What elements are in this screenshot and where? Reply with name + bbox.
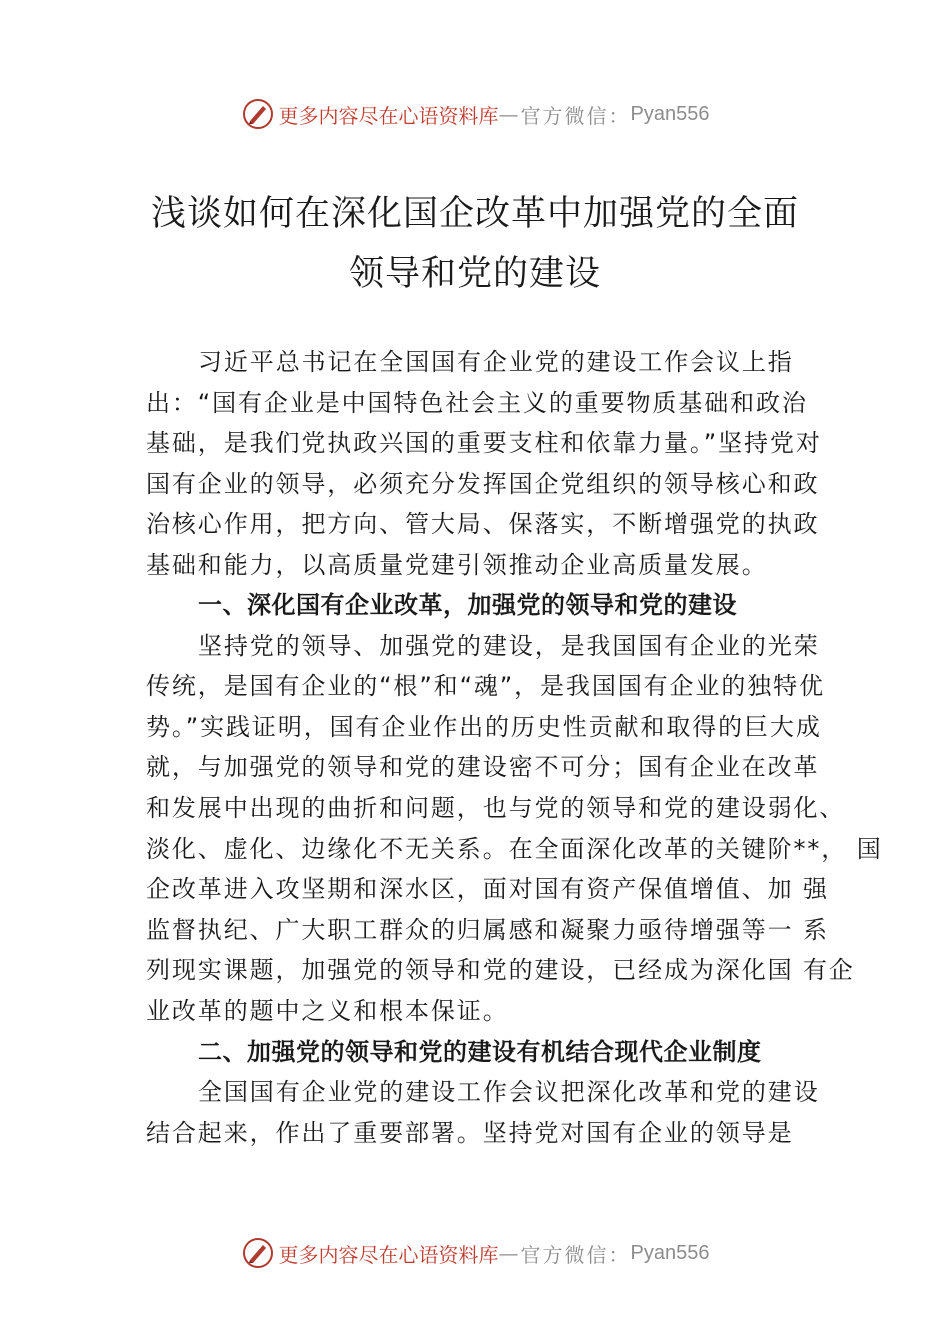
watermark-wechat-id: Pyan556	[630, 1241, 710, 1264]
watermark-dash: —	[498, 102, 521, 126]
paragraph-line: 业改革的题中之义和根本保证。	[146, 996, 509, 1025]
paragraph-line: 基础，是我们党执政兴国的重要支柱和依靠力量。”坚持党对	[146, 429, 822, 458]
watermark-wechat-id: Pyan556	[630, 102, 710, 125]
section-2-heading: 二、加强党的领导和党的建设有机结合现代企业制度	[198, 1037, 762, 1066]
watermark-banner-bottom	[0, 1233, 950, 1273]
intro-paragraph	[146, 342, 836, 586]
watermark-banner-top	[0, 94, 950, 134]
paragraph-line: 坚持党的领导、加强党的建设，是我国国有企业的光荣	[198, 631, 820, 660]
paragraph-line: 企改革进入攻坚期和深水区，面对国有资产保值增值、加 强	[146, 875, 829, 904]
paragraph-line: 列现实课题，加强党的领导和党的建设，已经成为深化国 有企	[146, 956, 855, 985]
body-sections	[146, 585, 883, 1153]
paragraph-line: 习近平总书记在全国国有企业党的建设工作会议上指	[198, 348, 794, 376]
paragraph-line: 监督执纪、广大职工群众的归属感和凝聚力亟待增强等一 系	[146, 915, 829, 944]
document-title-line-2: 领导和党的建设	[348, 254, 601, 294]
paragraph-line: 淡化、虚化、边缘化不无关系。在全面深化改革的关键阶**， 国	[146, 834, 883, 863]
paragraph-line: 和发展中出现的曲折和问题，也与党的领导和党的建设弱化、	[146, 793, 846, 822]
paragraph-line: 国有企业的领导，必须充分发挥国企党组织的领导核心和政	[146, 469, 820, 498]
paragraph-line: 出：“国有企业是中国特色社会主义的重要物质基础和政治	[146, 388, 808, 417]
paragraph-line: 就，与加强党的领导和党的建设密不可分；国有企业在改革	[146, 753, 820, 782]
paragraph-line: 治核心作用，把方向、管大局、保落实，不断增强党的执政	[146, 510, 820, 539]
watermark-brand: 更多内容尽在心语资料库	[278, 1242, 499, 1267]
watermark-dash: —	[498, 1241, 521, 1265]
paragraph-line: 全国国有企业党的建设工作会议把深化改革和党的建设	[198, 1078, 820, 1107]
document-title-line-1: 浅谈如何在深化国企改革中加强党的全面	[150, 194, 799, 234]
paragraph-line: 基础和能力，以高质量党建引领推动企业高质量发展。	[146, 550, 768, 579]
watermark-label: 官方微信：	[520, 103, 631, 128]
pen-seal-icon	[241, 97, 275, 131]
watermark-label: 官方微信：	[520, 1242, 631, 1267]
paragraph-line: 势。”实践证明，国有企业作出的历史性贡献和取得的巨大成	[146, 712, 822, 741]
pen-seal-icon	[241, 1236, 275, 1270]
paragraph-line: 结合起来，作出了重要部署。坚持党对国有企业的领导是	[146, 1118, 794, 1147]
paragraph-line: 传统，是国有企业的“根”和“魂”，是我国国有企业的独特优	[146, 672, 825, 701]
watermark-brand: 更多内容尽在心语资料库	[278, 103, 499, 128]
section-1-heading: 一、深化国有企业改革，加强党的领导和党的建设	[198, 591, 737, 619]
